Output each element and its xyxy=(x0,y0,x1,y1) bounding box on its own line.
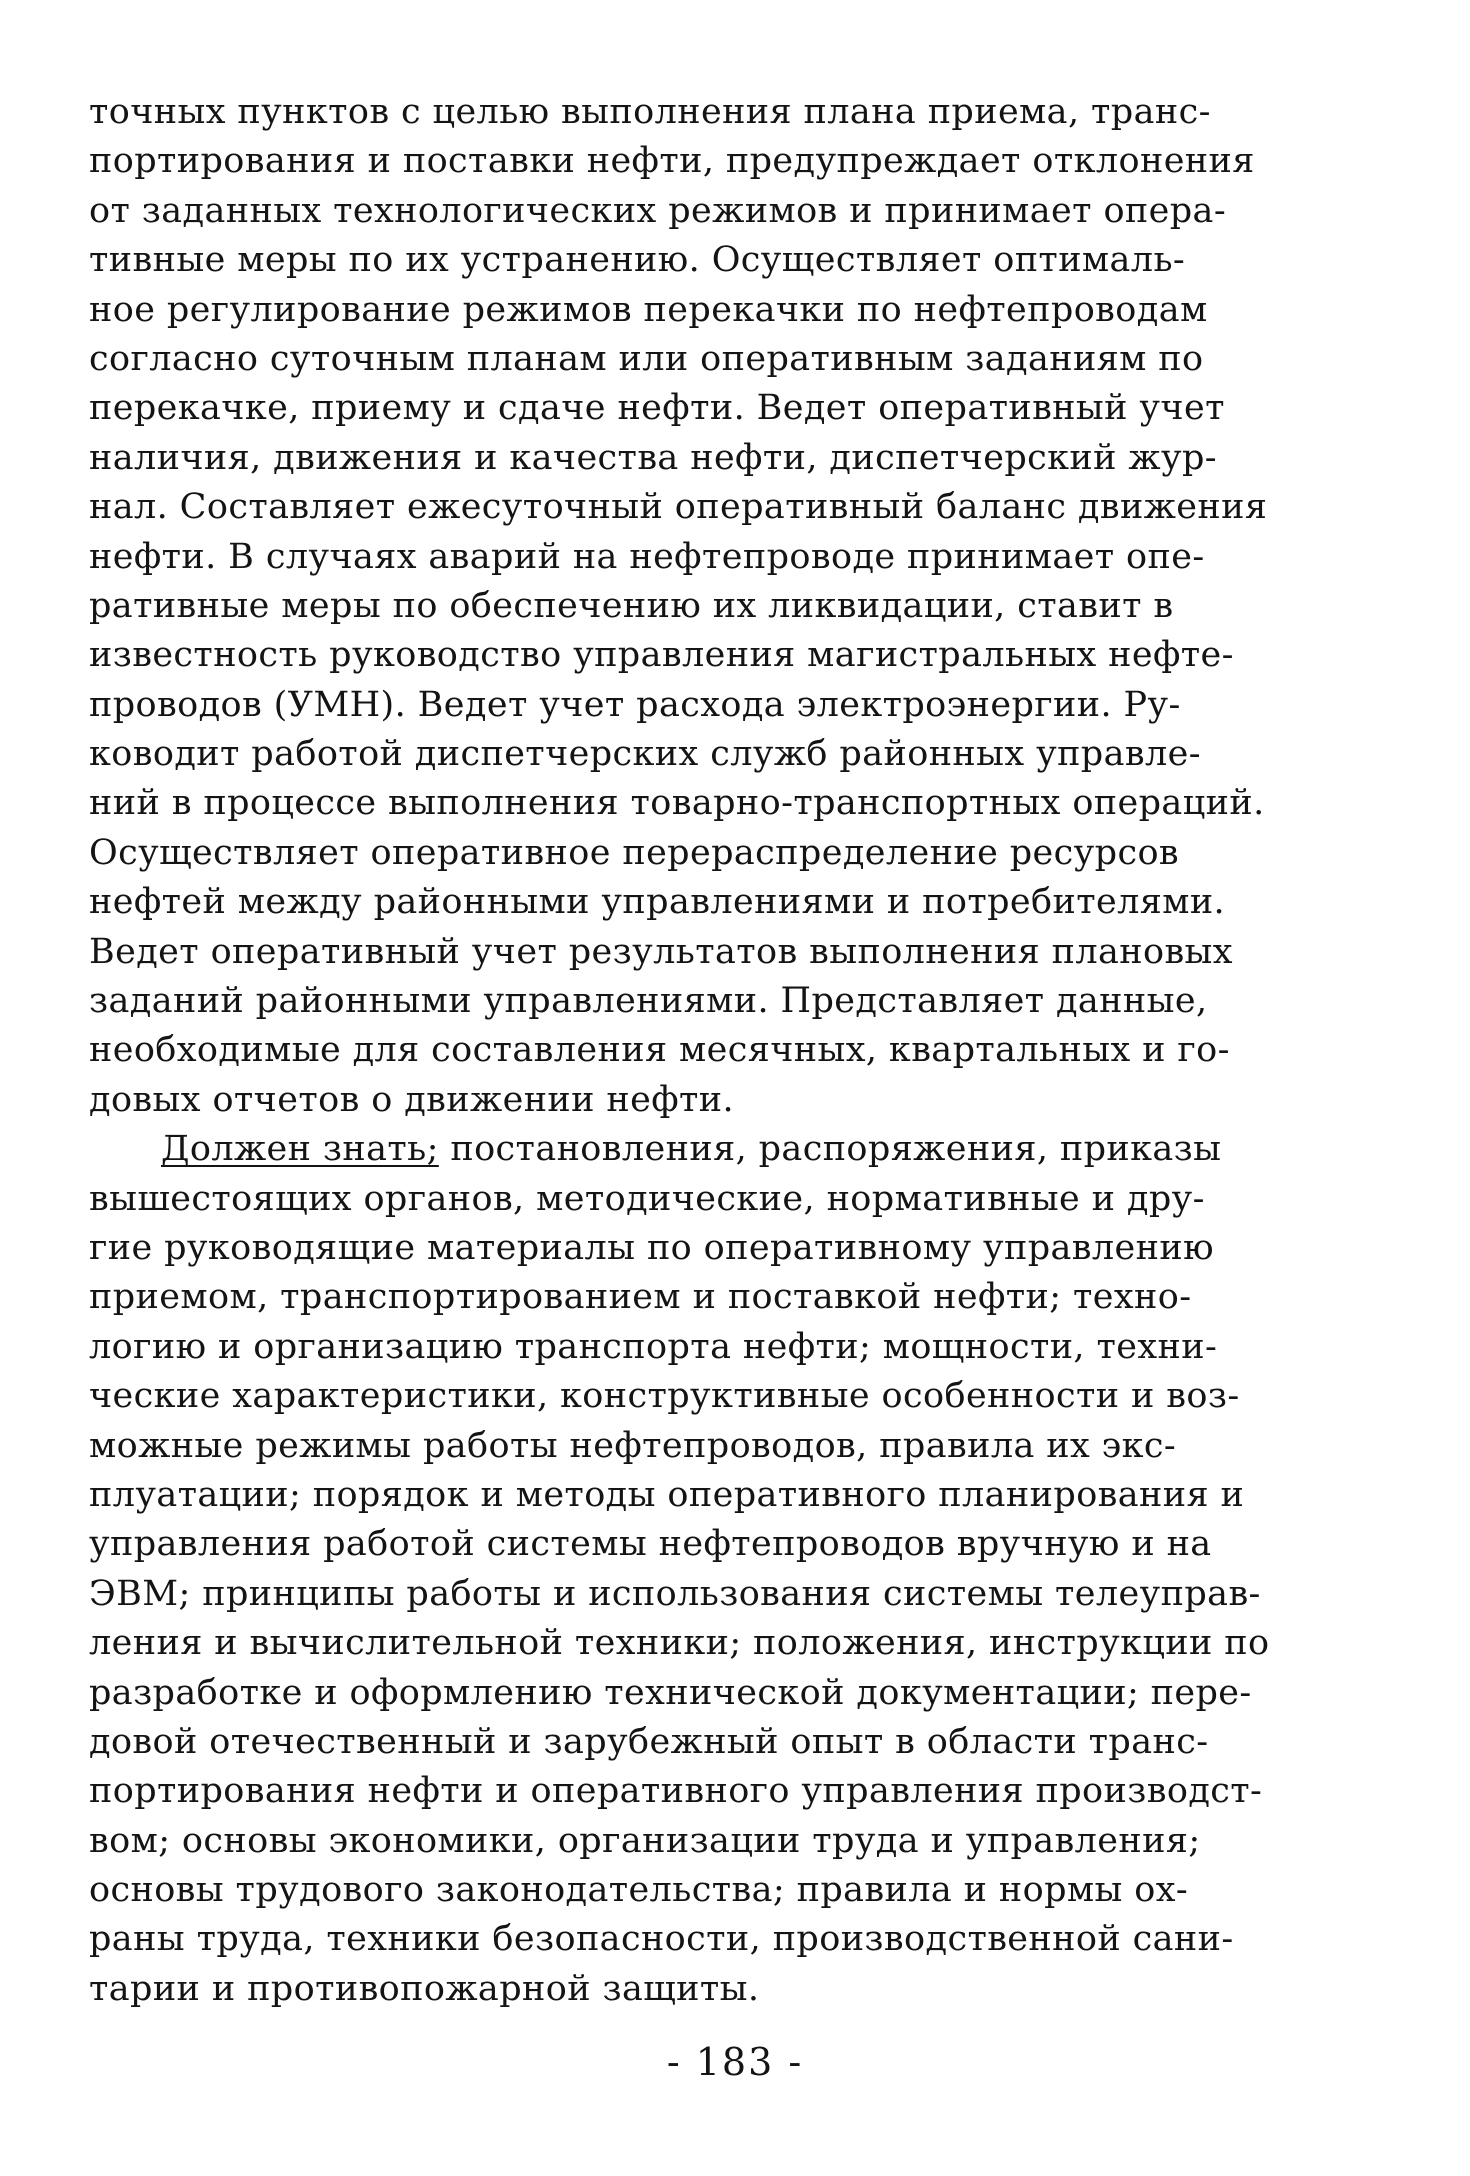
text-line: довой отечественный и зарубежный опыт в области транс- xyxy=(89,1721,1209,1762)
text-line: ний в процессе выполнения товарно-транспортных операций. xyxy=(89,783,1265,824)
text-line: разработке и оформлению технической документации; пере- xyxy=(89,1672,1252,1713)
text-line: от заданных технологических режимов и принимает опера- xyxy=(89,190,1227,231)
text-line: необходимые для составления месячных, квартальных и го- xyxy=(89,1030,1230,1071)
text-line: можные режимы работы нефтепроводов, правила их экс- xyxy=(89,1425,1177,1466)
text-line: нефтей между районными управлениями и потребителями. xyxy=(89,882,1226,923)
text-line: раны труда, техники безопасности, производственной сани- xyxy=(89,1919,1234,1960)
text-line: приемом, транспортированием и поставкой нефти; техно- xyxy=(89,1277,1192,1318)
text-line: гие руководящие материалы по оперативному управлению xyxy=(89,1227,1214,1268)
paragraph-duties xyxy=(89,88,1389,1125)
text-line: вышестоящих органов, методические, нормативные и дру- xyxy=(89,1178,1205,1219)
text-line: управления работой системы нефтепроводов вручную и на xyxy=(89,1524,1212,1565)
text-line: точных пунктов с целью выполнения плана приема, транс- xyxy=(89,92,1211,132)
text-line: нал. Составляет ежесуточный оперативный баланс движения xyxy=(89,487,1268,528)
text-line: ководит работой диспетчерских служб районных управле- xyxy=(89,734,1201,775)
text-line: известность руководство управления магистральных нефте- xyxy=(89,635,1234,676)
text-line: основы трудового законодательства; правила и нормы ох- xyxy=(89,1870,1189,1911)
text-line: плуатации; порядок и методы оперативного планирования и xyxy=(89,1474,1245,1515)
text-line: нефти. В случаях аварий на нефтепроводе принимает опе- xyxy=(89,536,1205,577)
text-line: довых отчетов о движении нефти. xyxy=(89,1079,735,1120)
text-line: согласно суточным планам или оперативным заданиям по xyxy=(89,338,1204,379)
text-line: ческие характеристики, конструктивные особенности и воз- xyxy=(89,1376,1240,1417)
first-line-rest: постановления, распоряжения, приказы xyxy=(438,1129,1222,1170)
paragraph-must-know xyxy=(89,1125,1389,2014)
text-line: портирования и поставки нефти, предупреждает отклонения xyxy=(89,141,1255,182)
body-text xyxy=(89,88,1389,2014)
page-number: - 183 - xyxy=(666,2040,804,2084)
text-line: тивные меры по их устранению. Осуществляет оптималь- xyxy=(89,240,1186,281)
text-line: Ведет оперативный учет результатов выполнения плановых xyxy=(89,931,1233,972)
text-line: ления и вычислительной техники; положения, инструкции по xyxy=(89,1623,1270,1664)
text-line: проводов (УМН). Ведет учет расхода электроэнергии. Ру- xyxy=(89,684,1181,725)
text-line: заданий районными управлениями. Представляет данные, xyxy=(89,981,1208,1022)
text-line-first xyxy=(89,1125,1389,1174)
text-line: ное регулирование режимов перекачки по нефтепроводам xyxy=(89,289,1208,330)
text-line: логию и организацию транспорта нефти; мощности, техни- xyxy=(89,1326,1218,1367)
text-line: Осуществляет оперативное перераспределение ресурсов xyxy=(89,832,1180,873)
text-line: вом; основы экономики, организации труда и управления; xyxy=(89,1820,1201,1861)
text-line: наличия, движения и качества нефти, диспетчерский жур- xyxy=(89,437,1218,478)
text-line: ративные меры по обеспечению их ликвидации, ставит в xyxy=(89,585,1174,626)
text-line: перекачке, приему и сдаче нефти. Ведет оперативный учет xyxy=(89,388,1225,429)
text-line: портирования нефти и оперативного управления производст- xyxy=(89,1771,1263,1812)
text-line: тарии и противопожарной защиты. xyxy=(89,1968,760,2009)
must-know-heading: Должен знать; xyxy=(161,1129,439,1170)
text-line: ЭВМ; принципы работы и использования системы телеуправ- xyxy=(89,1573,1261,1614)
